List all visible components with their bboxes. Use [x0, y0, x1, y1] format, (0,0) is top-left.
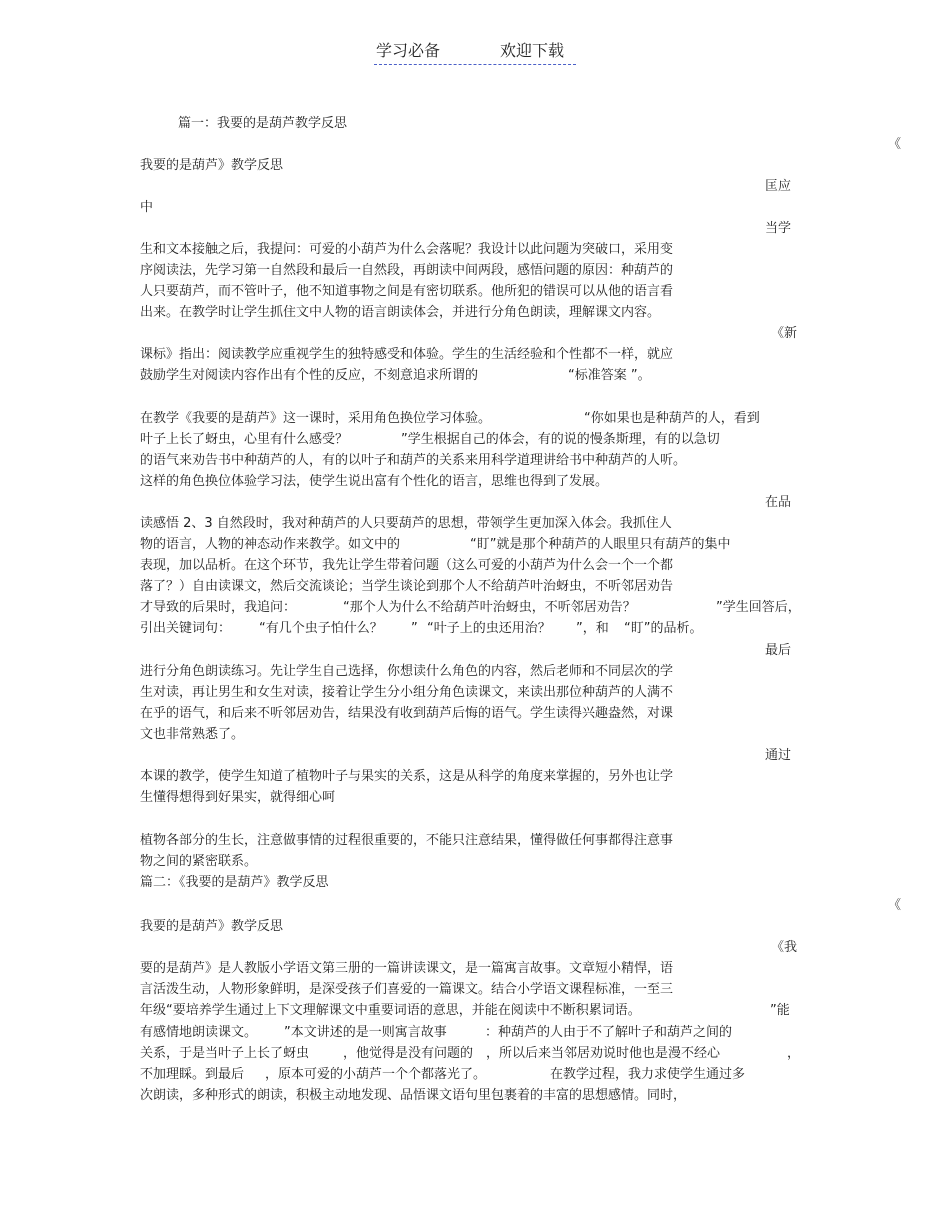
text-fragment: ”学生根据自己的体会，有的说的慢条斯理，有的以急切	[401, 432, 720, 447]
text-line: 文也非常熟悉了。	[140, 727, 245, 742]
header-right-text: 欢迎下载	[500, 41, 565, 60]
text-fragment: “盯”的品析。	[624, 621, 703, 636]
text-fragment: ”	[411, 621, 418, 636]
text-fragment: 《新	[771, 326, 798, 341]
text-line: 在乎的语气，和后来不听邻居劝告，结果没有收到葫芦后悔的语气。学生读得兴趣盎然，对课	[140, 706, 674, 721]
text-fragment: “你如果也是种葫芦的人，看到	[584, 411, 760, 426]
text-fragment: ，	[787, 1046, 801, 1061]
text-line: 我要的是葫芦》教学反思	[140, 919, 284, 934]
text-line: 植物各部分的生长，注意做事情的过程很重要的，不能只注意结果，懂得做任何事都得注意事	[140, 833, 674, 848]
section-title: 篇二：《我要的是葫芦》教学反思	[140, 875, 329, 890]
text-fragment: 匡应	[765, 179, 792, 194]
text-line: 中	[140, 200, 154, 215]
text-fragment: 在教学过程，我力求使学生通过多	[550, 1067, 746, 1082]
text-fragment: “有几个虫子怕什么？	[259, 621, 383, 636]
page-header	[374, 40, 576, 65]
text-line: 生对读，再让男生和女生对读，接着让学生分小组分角色读课文，来读出那位种葫芦的人满不	[140, 685, 674, 700]
header-left-text: 学习必备	[376, 41, 441, 60]
text-fragment: ，他觉得是没有问题的	[343, 1046, 474, 1061]
text-fragment: 《	[888, 137, 902, 152]
text-line: 次朗读，多种形式的朗读，积极主动地发现、品悟课文语句里包裹着的丰富的思想感情。同时，	[140, 1088, 687, 1103]
text-fragment: 《	[888, 898, 902, 913]
text-fragment: “标准答案 ”。	[568, 368, 651, 383]
text-line: 引出关键词句：	[140, 621, 232, 636]
text-fragment: 最后	[765, 643, 792, 658]
text-line: 我要的是葫芦》教学反思	[140, 158, 284, 173]
text-fragment: ，所以后来当邻居劝说时他也是漫不经心	[486, 1046, 721, 1061]
text-line: 年级“要培养学生通过上下文理解课文中重要词语的意思，并能在阅读中不断积累词语。	[140, 1003, 641, 1018]
text-fragment: 在品	[765, 495, 792, 510]
section-title: 篇一：我要的是葫芦教学反思	[178, 116, 348, 131]
text-line: 鼓励学生对阅读内容作出有个性的反应，不刻意追求所谓的	[140, 368, 479, 383]
text-fragment: ”学生回答后，	[716, 600, 801, 615]
text-line: 这样的角色换位体验学习法，使学生说出富有个性化的语言，思维也得到了发展。	[140, 474, 609, 489]
text-line: 生懂得想得到好果实，就得细心呵	[140, 790, 336, 805]
text-line: 物的语言，人物的神态动作来教学。如文中的	[140, 537, 401, 552]
text-line: 读感悟 2、3 自然段时，我对种葫芦的人只要葫芦的思想，带领学生更加深入体会。我抓住人	[140, 516, 672, 531]
text-line: 进行分角色朗读练习。先让学生自己选择，你想读什么角色的内容，然后老师和不同层次的学	[140, 664, 674, 679]
text-line: 物之间的紧密联系。	[140, 854, 258, 869]
text-line: 生和文本接触之后，我提问：可爱的小葫芦为什么会落呢？我设计以此问题为突破口，采用变	[140, 242, 674, 257]
text-fragment: ：种葫芦的人由于不了解叶子和葫芦之间的	[485, 1025, 733, 1040]
text-line: 落了？）自由读课文，然后交流谈论；当学生谈论到那个人不给葫芦叶治蚜虫，不听邻居劝告	[140, 579, 674, 594]
text-line: 叶子上长了蚜虫，心里有什么感受？	[140, 432, 349, 447]
text-line: 有感情地朗读课文。	[140, 1025, 258, 1040]
text-line: 本课的教学，使学生知道了植物叶子与果实的关系，这是从科学的角度来掌握的，另外也让学	[140, 769, 674, 784]
text-fragment: ”本文讲述的是一则寓言故事	[284, 1025, 447, 1040]
text-fragment: ，原本可爱的小葫芦一个个都落光了。	[265, 1067, 487, 1082]
text-line: 在教学《我要的是葫芦》这一课时，采用角色换位学习体验。	[140, 411, 492, 426]
text-fragment: 《我	[771, 940, 798, 955]
text-fragment: 当学	[765, 221, 792, 236]
text-line: 要的是葫芦》是人教版小学语文第三册的一篇讲读课文，是一篇寓言故事。文章短小精悍，语	[140, 961, 674, 976]
text-line: 才导致的后果时，我追问：	[140, 600, 297, 615]
text-line: 关系，于是当叶子上长了蚜虫	[140, 1046, 310, 1061]
text-line: 出来。在教学时让学生抓住文中人物的语言朗读体会，并进行分角色朗读，理解课文内容。	[140, 305, 661, 320]
text-fragment: “叶子上的虫还用治？	[427, 621, 551, 636]
text-line: 表现，加以品析。在这个环节，我先让学生带着问题（这么可爱的小葫芦为什么会一个一个都	[140, 558, 674, 573]
text-line: 不加理睬。到最后	[140, 1067, 245, 1082]
text-fragment: ”能	[770, 1003, 790, 1018]
text-fragment: “那个人为什么不给葫芦叶治蚜虫，不听邻居劝告？	[343, 600, 636, 615]
text-line: 人只要葫芦，而不管叶子，他不知道事物之间是有密切联系。他所犯的错误可以从他的语言看	[140, 284, 674, 299]
text-line: 序阅读法，先学习第一自然段和最后一自然段，再朗读中间两段，感悟问题的原因：种葫芦的	[140, 263, 674, 278]
text-line: 的语气来劝告书中种葫芦的人，有的以叶子和葫芦的关系来用科学道理讲给书中种葫芦的人听。	[140, 453, 687, 468]
text-line: 课标》指出：阅读教学应重视学生的独特感受和体验。学生的生活经验和个性都不一样，就应	[140, 347, 674, 362]
text-fragment: ”，和	[576, 621, 609, 636]
text-fragment: 通过	[765, 748, 792, 763]
text-fragment: “盯”就是那个种葫芦的人眼里只有葫芦的集中	[470, 537, 731, 552]
text-line: 言活泼生动，人物形象鲜明，是深受孩子们喜爱的一篇课文。结合小学语文课程标准，一至三	[140, 982, 674, 997]
